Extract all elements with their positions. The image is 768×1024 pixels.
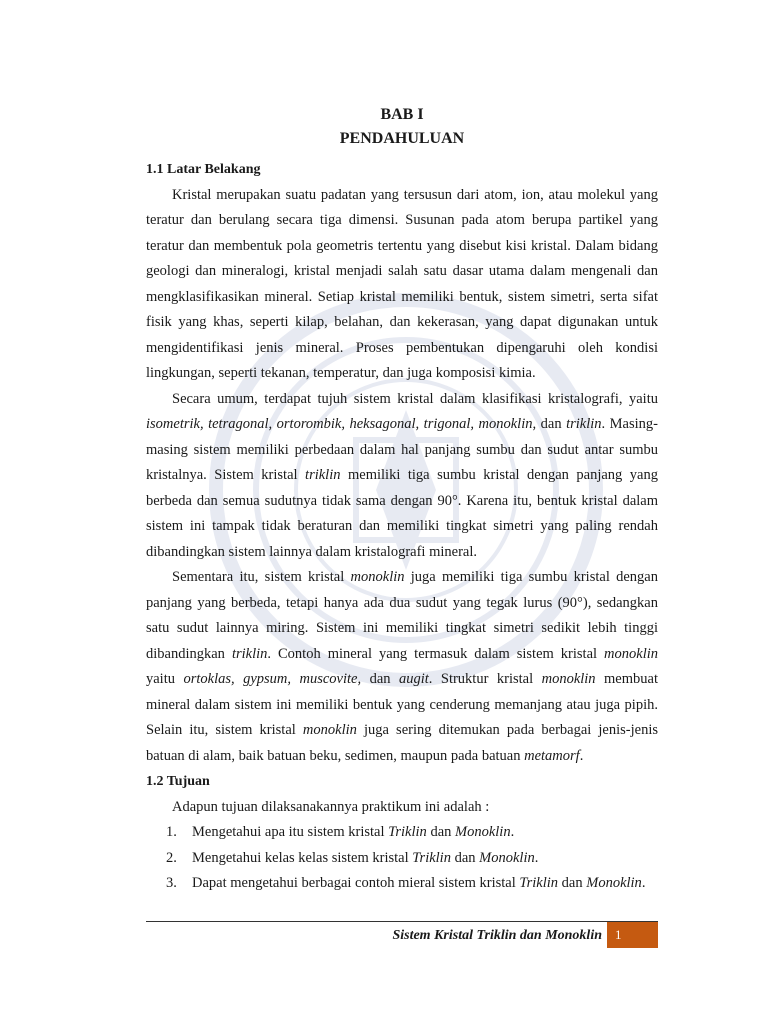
goals-list: [146, 820, 658, 897]
page-number-badge: 1: [607, 922, 658, 948]
paragraph-3: Sementara itu, sistem kristal monoklin juga memiliki tiga sumbu kristal dengan panjang yang berbeda, tetapi hanya ada dua sudut yang tegak lurus (90°), sedangkan satu sudut lainnya miring. Sistem ini memiliki tingkat simetri sedikit lebih tinggi dibandingkan triklin. Contoh mineral yang termasuk dalam sistem kristal monoklin yaitu ortoklas, gypsum, muscovite, dan augit. Struktur kristal monoklin membuat mineral dalam sistem ini memiliki bentuk yang cenderung memanjang atau juga pipih. Selain itu, sistem kristal monoklin juga sering ditemukan pada berbagai jenis-jenis batuan di alam, baik batuan beku, sedimen, maupun pada batuan metamorf.: [146, 569, 658, 764]
footer-title: Sistem Kristal Triklin dan Monoklin: [392, 928, 602, 943]
main-content: [146, 103, 658, 897]
paragraph-2: Secara umum, terdapat tujuh sistem kristal dalam klasifikasi kristalografi, yaitu isometrik, tetragonal, ortorombik, heksagonal, trigonal, monoklin, dan triklin. Masing-masing sistem memiliki perbedaan dalam hal panjang sumbu dan sudut antar sumbu kristalnya. Sistem kristal triklin memiliki tiga sumbu kristal dengan panjang yang berbeda dan semua sudutnya tidak sama dengan 90°. Karena itu, bentuk kristal dalam sistem ini tampak tidak beraturan dan memiliki tingkat simetri yang paling rendah dibandingkan sistem lainnya dalam kristalografi mineral.: [146, 390, 658, 560]
chapter-label: BAB I: [380, 106, 424, 123]
footer-divider: [146, 921, 658, 922]
goal-item: 2. Mengetahui kelas kelas sistem kristal Triklin dan Monoklin.: [166, 849, 539, 866]
paragraph-1: Kristal merupakan suatu padatan yang tersusun dari atom, ion, atau molekul yang teratur dan berulang secara tiga dimensi. Susunan pada atom berupa partikel yang teratur dan membentuk pola geometris tertentu yang disebut kisi kristal. Dalam bidang geologi dan mineralogi, kristal menjadi salah satu dasar utama dalam mengenali dan mengklasifikasikan mineral. Setiap kristal memiliki bentuk, sistem simetri, serta sifat fisik yang khas, seperti kilap, belahan, dan kekerasan, yang dapat digunakan untuk mengidentifikasi jenis mineral. Proses pembentukan dipengaruhi oleh kondisi lingkungan, seperti tekanan, temperatur, dan juga komposisi kimia.: [146, 186, 658, 381]
goals-intro: Adapun tujuan dilaksanakannya praktikum ini adalah :: [172, 798, 490, 815]
goal-item: 3. Dapat mengetahui berbagai contoh mieral sistem kristal Triklin dan Monoklin.: [166, 875, 646, 891]
section-heading-tujuan: 1.2 Tujuan: [146, 774, 210, 789]
chapter-title: PENDAHULUAN: [339, 130, 465, 147]
goal-item: 1. Mengetahui apa itu sistem kristal Triklin dan Monoklin.: [166, 824, 515, 840]
section-heading-latar-belakang: 1.1 Latar Belakang: [146, 162, 261, 177]
